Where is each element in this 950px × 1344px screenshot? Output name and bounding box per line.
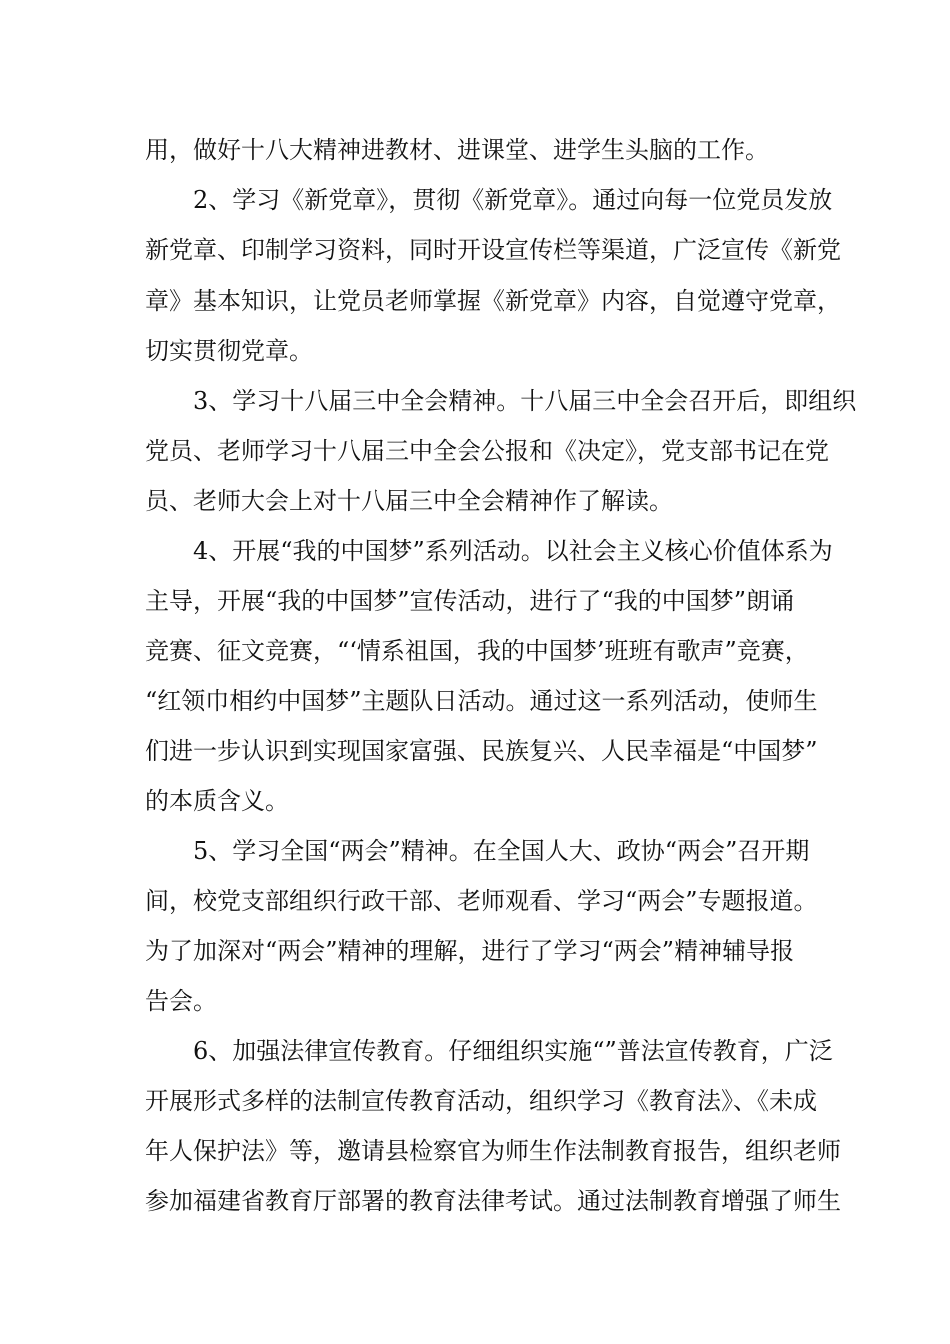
text-line: 竞赛、征文竞赛，“‘情系祖国，我的中国梦’班班有歌声”竞赛， xyxy=(145,637,809,665)
text-line: 2、学习《新党章》，贯彻《新党章》。通过向每一位党员发放 xyxy=(145,186,833,214)
text-line: 告会。 xyxy=(145,987,217,1015)
text-line: 4、开展“我的中国梦”系列活动。以社会主义核心价值体系为 xyxy=(145,537,833,565)
text-line: 们进一步认识到实现国家富强、民族复兴、人民幸福是“中国梦” xyxy=(145,737,818,765)
text-line: 新党章、印制学习资料，同时开设宣传栏等渠道，广泛宣传《新党 xyxy=(145,236,841,264)
text-line: 5、学习全国“两会”精神。在全国人大、政协“两会”召开期 xyxy=(145,837,810,865)
text-line: 间，校党支部组织行政干部、老师观看、学习“两会”专题报道。 xyxy=(145,887,818,915)
text-line: 员、老师大会上对十八届三中全会精神作了解读。 xyxy=(145,487,673,515)
text-line: 主导，开展“我的中国梦”宣传活动，进行了“我的中国梦”朗诵 xyxy=(145,587,795,615)
text-line: 开展形式多样的法制宣传教育活动，组织学习《教育法》、《未成 xyxy=(145,1087,817,1115)
text-line: 的本质含义。 xyxy=(145,787,289,815)
text-line: 用，做好十八大精神进教材、进课堂、进学生头脑的工作。 xyxy=(145,136,769,164)
text-line: 3、学习十八届三中全会精神。十八届三中全会召开后，即组织 xyxy=(145,387,857,415)
text-line: 为了加深对“两会”精神的理解，进行了学习“两会”精神辅导报 xyxy=(145,937,795,965)
text-line: 切实贯彻党章。 xyxy=(145,337,313,365)
text-line: 参加福建省教育厅部署的教育法律考试。通过法制教育增强了师生 xyxy=(145,1187,841,1215)
text-line: 6、加强法律宣传教育。仔细组织实施“”普法宣传教育，广泛 xyxy=(145,1037,833,1065)
text-line: “红领巾相约中国梦”主题队日活动。通过这一系列活动，使师生 xyxy=(145,687,818,715)
text-line: 章》基本知识，让党员老师掌握《新党章》内容，自觉遵守党章， xyxy=(145,287,841,315)
text-line: 党员、老师学习十八届三中全会公报和《决定》，党支部书记在党 xyxy=(145,437,829,465)
text-line: 年人保护法》等，邀请县检察官为师生作法制教育报告，组织老师 xyxy=(145,1137,841,1165)
